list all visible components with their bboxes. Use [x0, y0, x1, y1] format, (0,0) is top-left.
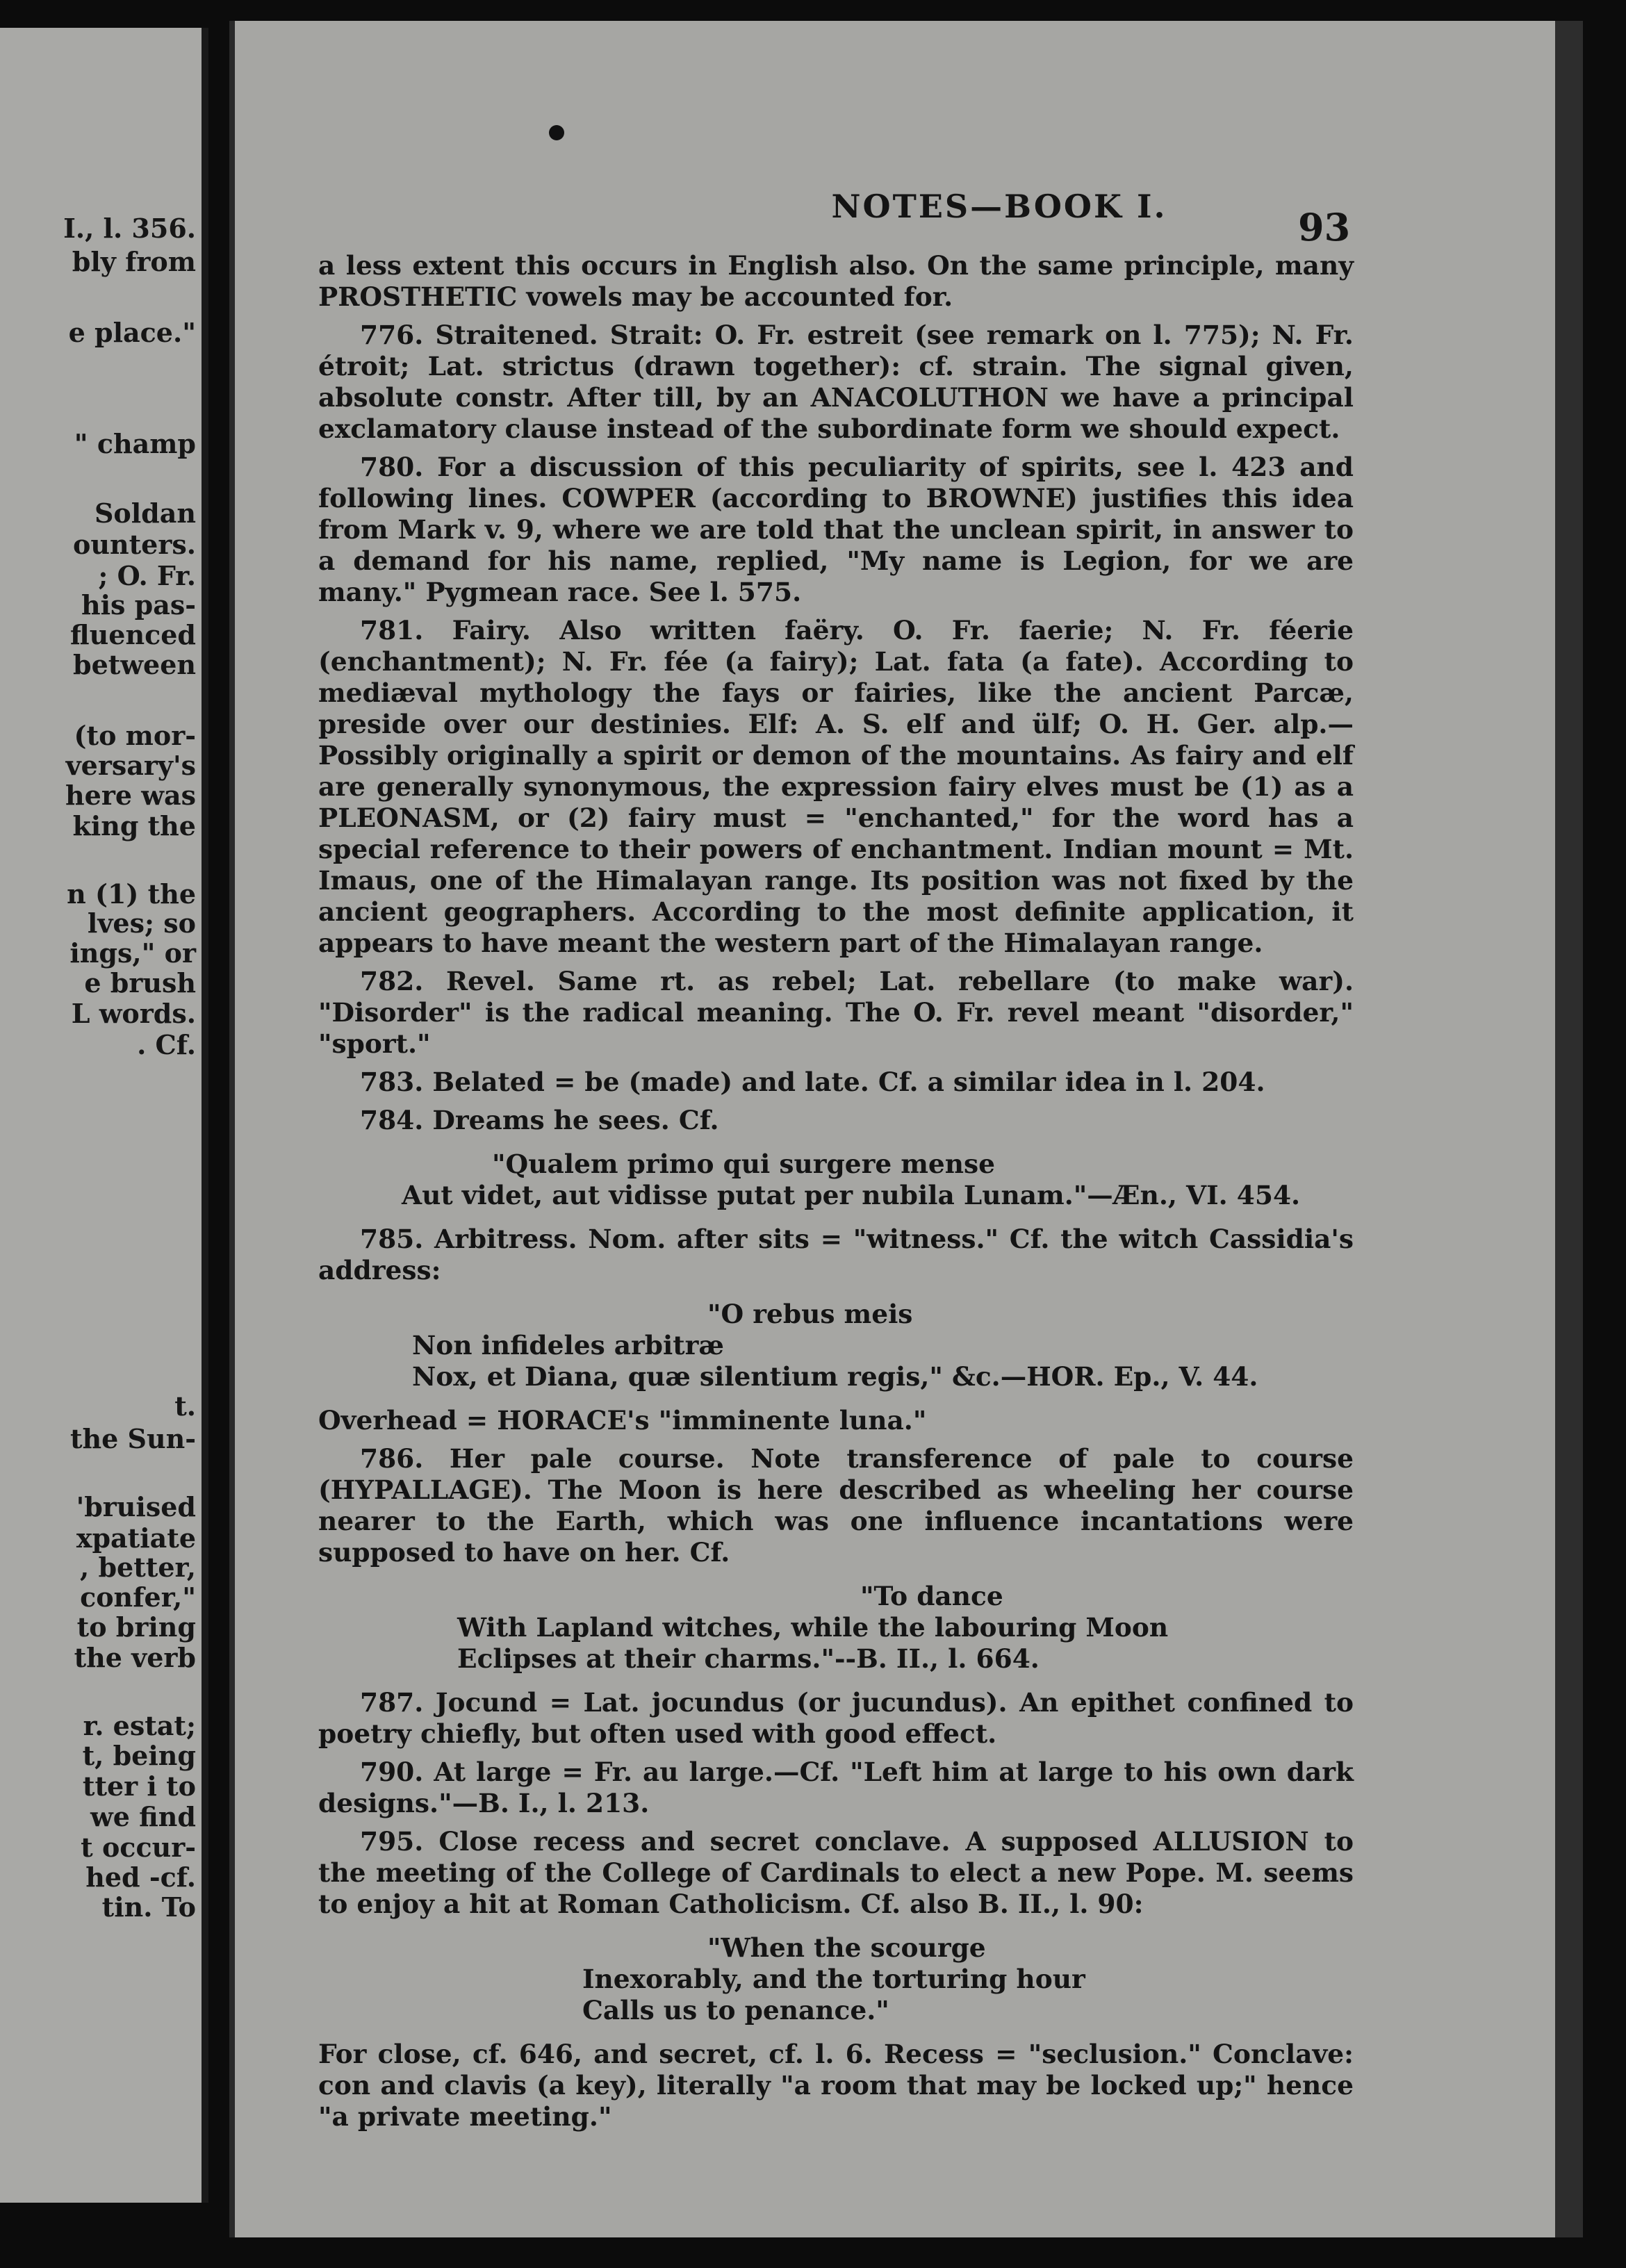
- quote-795: [318, 1932, 1354, 2026]
- previous-page-line: the verb: [74, 1642, 196, 1673]
- previous-page-line: ounters.: [73, 529, 196, 560]
- previous-page-line: tin. To: [101, 1891, 196, 1923]
- previous-page-line: L words.: [71, 998, 196, 1029]
- quote-785: [318, 1299, 1354, 1392]
- notes-text: [318, 250, 1354, 2139]
- running-head: NOTES—BOOK I.: [831, 188, 1167, 225]
- quote-line: "To dance: [860, 1581, 1003, 1611]
- previous-page-line: confer,": [80, 1581, 196, 1613]
- previous-page-line: ings," or: [69, 937, 196, 969]
- note-785-overhead: Overhead = HORACE's "imminente luna.": [318, 1405, 927, 1436]
- previous-page-line: king the: [72, 810, 196, 841]
- quote-line: "O rebus meis: [707, 1299, 913, 1329]
- previous-page-line: versary's: [65, 750, 196, 781]
- previous-page-line: to bring: [76, 1611, 196, 1643]
- quote-line: "When the scourge: [707, 1932, 986, 1963]
- quote-784: [318, 1149, 1354, 1211]
- quote-line: With Lapland witches, while the labouring Moon: [457, 1612, 1169, 1643]
- note-790: 790. At large = Fr. au large.—Cf. "Left him at large to his own dark designs."—B. I., l. 213.: [318, 1757, 1354, 1818]
- previous-page-line: 'bruised: [76, 1491, 196, 1522]
- previous-page-line: Soldan: [94, 498, 196, 529]
- previous-page-line: his pas-: [81, 589, 196, 621]
- note-786: 786. Her pale course. Note transference of pale to course (HYPALLAGE). The Moon is here described as wheeling her course nearer to the Earth, which was one influence incantations were supposed to have on her. Cf.: [318, 1443, 1354, 1568]
- previous-page-line: t occur-: [81, 1832, 196, 1863]
- page-gutter-shadow: [1555, 21, 1583, 2237]
- previous-page-line: n (1) the: [67, 878, 196, 910]
- quote-line: Nox, et Diana, quæ silentium regis," &c.—HOR. Ep., V. 44.: [412, 1361, 1258, 1392]
- book-page: [229, 21, 1583, 2237]
- previous-page-line: , better,: [80, 1552, 196, 1583]
- note-784: 784. Dreams he sees. Cf.: [360, 1105, 719, 1135]
- previous-page-line: we find: [90, 1801, 196, 1832]
- previous-page-line: tter i to: [82, 1770, 196, 1802]
- note-785: 785. Arbitress. Nom. after sits = "witness." Cf. the witch Cassidia's address:: [318, 1224, 1354, 1285]
- previous-page-line: bly from: [72, 246, 196, 277]
- quote-line: "Qualem primo qui surgere mense: [492, 1149, 996, 1179]
- previous-page-line: ; O. Fr.: [98, 560, 196, 591]
- page-number: 93: [1298, 205, 1351, 249]
- previous-page-line: between: [73, 649, 196, 680]
- paragraph-continuation: a less extent this occurs in English also. On the same principle, many PROSTHETIC vowels may be accounted for.: [318, 250, 1354, 312]
- previous-page-line: t.: [174, 1390, 196, 1422]
- quote-line: Inexorably, and the torturing hour: [582, 1964, 1085, 1994]
- previous-page-line: the Sun-: [69, 1423, 196, 1454]
- quote-line: Non infideles arbitræ: [412, 1330, 724, 1361]
- previous-page-line: I., l. 356.: [63, 213, 196, 244]
- note-781: 781. Fairy. Also written faëry. O. Fr. faerie; N. Fr. féerie (enchantment); N. Fr. fée (a fairy); Lat. fata (a fate). According to mediæval mythology the fays or fairies, like the ancient Parcæ, preside over our destinies. Elf: A. S. elf and ülf; O. H. Ger. alp.—Possibly originally a spirit or demon of the mountains. As fairy and elf are generally synonymous, the expression fairy elves must be (1) as a PLEONASM, or (2) fairy must = "enchanted," for the word has a special reference to their powers of enchantment. Indian mount = Mt. Imaus, one of the Himalayan range. Its position was not fixed by the ancient geographers. According to the most definite application, it appears to have meant the western part of the Himalayan range.: [318, 615, 1354, 958]
- note-795: 795. Close recess and secret conclave. A supposed ALLUSION to the meeting of the College of Cardinals to elect a new Pope. M. seems to enjoy a hit at Roman Catholicism. Cf. also B. II., l. 90:: [318, 1826, 1354, 1919]
- note-783: 783. Belated = be (made) and late. Cf. a similar idea in l. 204.: [360, 1067, 1265, 1097]
- previous-page-line: . Cf.: [137, 1029, 196, 1060]
- quote-786: [318, 1581, 1354, 1675]
- note-787: 787. Jocund = Lat. jocundus (or jucundus). An epithet confined to poetry chiefly, but often used with good effect.: [318, 1687, 1354, 1749]
- previous-page-line: xpatiate: [76, 1522, 196, 1554]
- quote-line: Aut videt, aut vidisse putat per nubila Lunam."—Æn., VI. 454.: [402, 1180, 1301, 1210]
- previous-page-line: here was: [65, 780, 196, 811]
- ink-spot: [549, 125, 564, 140]
- quote-line: Eclipses at their charms."--B. II., l. 664.: [457, 1643, 1040, 1674]
- previous-page-line: fluenced: [70, 619, 196, 650]
- previous-page-line: hed -cf.: [85, 1862, 196, 1893]
- previous-page-line: (to mor-: [74, 720, 196, 751]
- previous-page-line: e place.": [68, 317, 196, 348]
- quote-line: Calls us to penance.": [582, 1995, 889, 2025]
- previous-page-line: t, being: [82, 1740, 196, 1771]
- note-776: 776. Straitened. Strait: O. Fr. estreit (see remark on l. 775); N. Fr. étroit; Lat. strictus (drawn together): cf. strain. The signal given, absolute constr. After till, by an ANACOLUTHON we have a principal exclamatory clause instead of the subordinate form we should expect.: [318, 320, 1354, 444]
- note-780: 780. For a discussion of this peculiarity of spirits, see l. 423 and following lines. COWPER (according to BROWNE) justifies this idea from Mark v. 9, where we are told that the unclean spirit, in answer to a demand for his name, replied, "My name is Legion, for we are many." Pygmean race. See l. 575.: [318, 452, 1354, 607]
- previous-page-edge: [0, 28, 208, 2203]
- previous-page-line: lves; so: [87, 907, 196, 939]
- note-795-conclave: For close, cf. 646, and secret, cf. l. 6. Recess = "seclusion." Conclave: con and clavis (a key), literally "a room that may be locked up;" hence "a private meeting.": [318, 2039, 1354, 2132]
- previous-page-line: r. estat;: [83, 1710, 196, 1741]
- previous-page-line: e brush: [84, 967, 196, 999]
- note-782: 782. Revel. Same rt. as rebel; Lat. rebellare (to make war). "Disorder" is the radical meaning. The O. Fr. revel meant "disorder," "sport.": [318, 966, 1354, 1059]
- previous-page-line: " champ: [74, 428, 196, 459]
